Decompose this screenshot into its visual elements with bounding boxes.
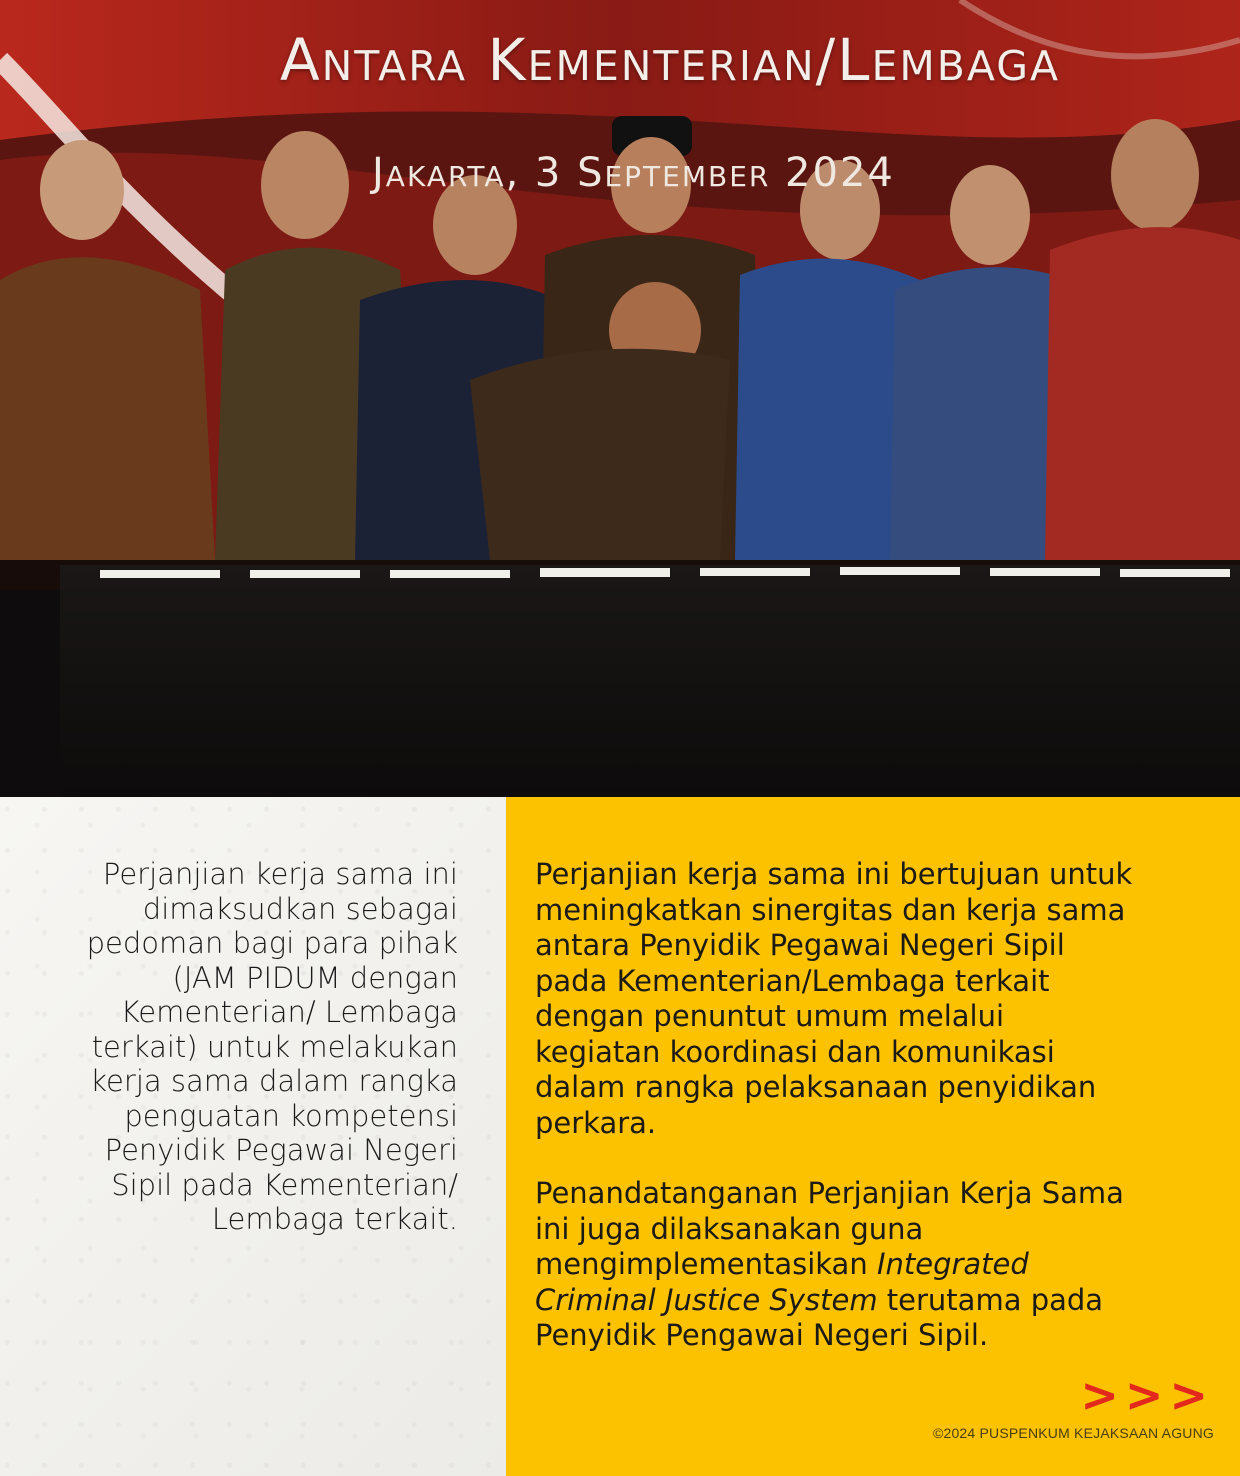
- paragraph2-italic: Criminal Justice System: [535, 1282, 878, 1317]
- paragraph2-line: [535, 1283, 1215, 1319]
- left-line: dimaksudkan sebagai: [142, 891, 458, 926]
- banner-title: Antara Kementerian/Lembaga: [279, 26, 1061, 94]
- paragraph1-line: perkara.: [535, 1105, 657, 1140]
- paragraph2-text: mengimplementasikan: [535, 1247, 877, 1281]
- paragraph1-line: kegiatan koordinasi dan komunikasi: [535, 1034, 1055, 1069]
- paragraph2-line: [535, 1247, 1215, 1283]
- left-line: kerja sama dalam rangka: [90, 1064, 458, 1098]
- left-line: Penyidik Pegawai Negeri: [104, 1133, 458, 1167]
- left-line: (JAM PIDUM dengan: [172, 960, 458, 995]
- left-line: terkait) untuk melakukan: [91, 1029, 458, 1064]
- banner-subtitle: Jakarta, 3 September 2024: [372, 150, 895, 196]
- copyright-text: ©2024 PUSPENKUM KEJAKSAAN AGUNG: [932, 1425, 1214, 1441]
- paragraph1-line: dalam rangka pelaksanaan penyidikan: [535, 1070, 1097, 1104]
- left-line: Kementerian/ Lembaga: [120, 995, 458, 1029]
- paragraph2-italic: Integrated: [876, 1247, 1029, 1281]
- paragraph2-line: Penandatanganan Perjanjian Kerja Sama: [535, 1176, 1124, 1210]
- right-text-panel: [506, 797, 1240, 1476]
- left-line: Lembaga terkait.: [211, 1202, 458, 1236]
- left-line: Perjanjian kerja sama ini: [102, 857, 458, 891]
- paragraph1-line: meningkatkan sinergitas dan kerja sama: [535, 892, 1126, 927]
- paragraph2-line: ini juga dilaksanakan guna: [535, 1211, 924, 1246]
- paragraph2-line: Penyidik Pengawai Negeri Sipil.: [535, 1318, 989, 1352]
- left-text-panel: [0, 797, 506, 1476]
- paragraph2-text: terutama pada: [877, 1282, 1104, 1317]
- left-line: pedoman bagi para pihak: [86, 926, 458, 960]
- paragraph1-line: Perjanjian kerja sama ini bertujuan untuk: [535, 857, 1133, 891]
- paragraph-gap: [535, 1141, 1215, 1176]
- next-arrows-icon[interactable]: >>>: [1080, 1368, 1214, 1422]
- left-line: Sipil pada Kementerian/: [111, 1167, 458, 1202]
- right-paragraphs: [535, 857, 1215, 1354]
- left-line: penguatan kompetensi: [124, 1098, 458, 1133]
- signing-table: [60, 565, 1240, 797]
- paragraph1-line: dengan penuntut umum melalui: [535, 999, 1005, 1033]
- paragraph1-line: pada Kementerian/Lembaga terkait: [535, 963, 1050, 998]
- left-paragraph: [28, 857, 458, 1237]
- paragraph1-line: antara Penyidik Pegawai Negeri Sipil: [535, 928, 1065, 962]
